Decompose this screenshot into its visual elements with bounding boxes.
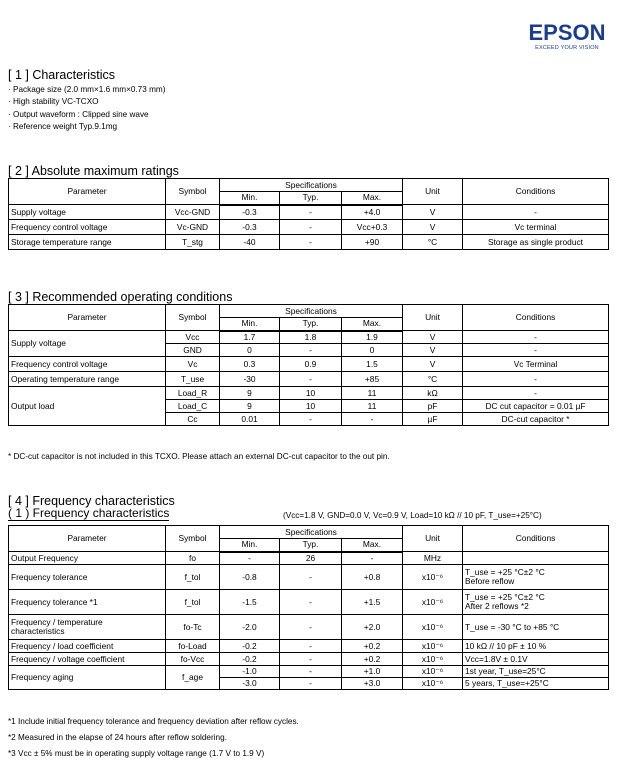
header-symbol: Symbol <box>166 179 220 205</box>
header-specifications: Specifications <box>220 305 403 318</box>
frequency-characteristics-table <box>8 525 609 690</box>
table-row: Supply voltage Vcc-GND -0.3 - +4.0 V - <box>9 205 609 220</box>
section-4-subtitle: ( 1 ) Frequency characteristics <box>8 506 170 520</box>
header-specifications: Specifications <box>220 526 403 539</box>
header-symbol: Symbol <box>166 305 220 331</box>
measurement-conditions: (Vcc=1.8 V, GND=0.0 V, Vc=0.9 V, Load=10 kΩ // 10 pF, T_use=+25°C) <box>283 511 542 520</box>
table-row: Output load Load_R 9 10 11 kΩ - <box>9 387 609 400</box>
footnote-3: *3 Vcc ± 5% must be in operating supply voltage range (1.7 V to 1.9 V) <box>8 749 265 758</box>
table-row: Frequency aging f_age -1.0 - +1.0 x10⁻⁶ 1st year, T_use=25°C <box>9 666 609 678</box>
bullet-weight: · Reference weight Typ.9.1mg <box>8 122 118 132</box>
bullet-package-size: · Package size (2.0 mm×1.6 mm×0.73 mm) <box>8 85 166 94</box>
header-max: Max. <box>342 539 403 552</box>
table-row: Cc 0.01 - - µF DC-cut capacitor * <box>9 413 609 426</box>
header-specifications: Specifications <box>220 179 403 192</box>
header-typ: Typ. <box>280 539 342 552</box>
table-row: Frequency tolerance f_tol -0.8 - +0.8 x10⁻⁶ T_use = +25 °C±2 °C Before reflow <box>9 565 609 590</box>
table-row: Frequency tolerance *1 f_tol -1.5 - +1.5 x10⁻⁶ T_use = +25 °C±2 °C After 2 reflows *2 <box>9 590 609 615</box>
epson-logo <box>525 22 609 52</box>
table-row: -3.0 - +3.0 x10⁻⁶ 5 years, T_use=+25°C <box>9 678 609 690</box>
header-max: Max. <box>342 318 403 331</box>
characteristics-list <box>8 84 165 134</box>
section-4-title: [ 4 ] Frequency characteristics <box>8 494 175 508</box>
header-typ: Typ. <box>280 192 342 205</box>
header-min: Min. <box>220 539 280 552</box>
header-parameter: Parameter <box>9 179 166 205</box>
section-3-title: [ 3 ] Recommended operating conditions <box>8 290 233 304</box>
bullet-stability: · High stability VC-TCXO <box>8 97 99 107</box>
header-conditions: Conditions <box>463 526 609 552</box>
header-symbol: Symbol <box>166 526 220 552</box>
table-row: Supply voltage Vcc 1.7 1.8 1.9 V - <box>9 331 609 344</box>
table-row: Frequency control voltage Vc 0.3 0.9 1.5 V Vc Terminal <box>9 357 609 372</box>
bullet-waveform: · Output waveform : Clipped sine wave <box>8 109 149 119</box>
header-min: Min. <box>220 192 280 205</box>
table-row: Frequency / load coefficient fo-Load -0.2 - +0.2 x10⁻⁶ 10 kΩ // 10 pF ± 10 % <box>9 640 609 653</box>
header-unit: Unit <box>403 526 463 552</box>
footnote-1: *1 Include initial frequency tolerance and frequency deviation after reflow cycles. <box>8 717 299 726</box>
section-1-title: [ 1 ] Characteristics <box>8 68 115 82</box>
section-2-title: [ 2 ] Absolute maximum ratings <box>8 164 179 178</box>
footnote-2: *2 Measured in the elapse of 24 hours after reflow soldering. <box>8 733 227 742</box>
table-row: Load_C 9 10 11 pF DC cut capacitor = 0.01 µF <box>9 400 609 413</box>
header-unit: Unit <box>403 179 463 205</box>
table-row: Frequency / voltage coefficient fo-Vcc -0.2 - +0.2 x10⁻⁶ Vcc=1.8V ± 0.1V <box>9 653 609 666</box>
logo-tagline: EXCEED YOUR VISION <box>535 45 599 51</box>
table-row: Output Frequency fo - 26 - MHz <box>9 552 609 565</box>
table-row: Operating temperature range T_use -30 - +85 °C - <box>9 372 609 387</box>
header-parameter: Parameter <box>9 526 166 552</box>
header-parameter: Parameter <box>9 305 166 331</box>
header-conditions: Conditions <box>463 305 609 331</box>
recommended-conditions-table <box>8 304 609 426</box>
absolute-max-ratings-table <box>8 178 609 250</box>
dc-cut-note: * DC-cut capacitor is not included in this TCXO. Please attach an external DC-cut capacitor to the out pin. <box>8 452 390 461</box>
header-unit: Unit <box>403 305 463 331</box>
header-conditions: Conditions <box>463 179 609 205</box>
table-row: Storage temperature range T_stg -40 - +90 °C Storage as single product <box>9 235 609 250</box>
table-row: GND 0 - 0 V - <box>9 344 609 357</box>
table-row: Frequency / temperature characteristics fo-Tc -2.0 - +2.0 x10⁻⁶ T_use = -30 °C to +85 °C <box>9 615 609 640</box>
header-typ: Typ. <box>280 318 342 331</box>
header-max: Max. <box>342 192 403 205</box>
table-row: Frequency control voltage Vc-GND -0.3 - Vcc+0.3 V Vc terminal <box>9 220 609 235</box>
logo-brand: EPSON <box>528 20 606 45</box>
header-min: Min. <box>220 318 280 331</box>
